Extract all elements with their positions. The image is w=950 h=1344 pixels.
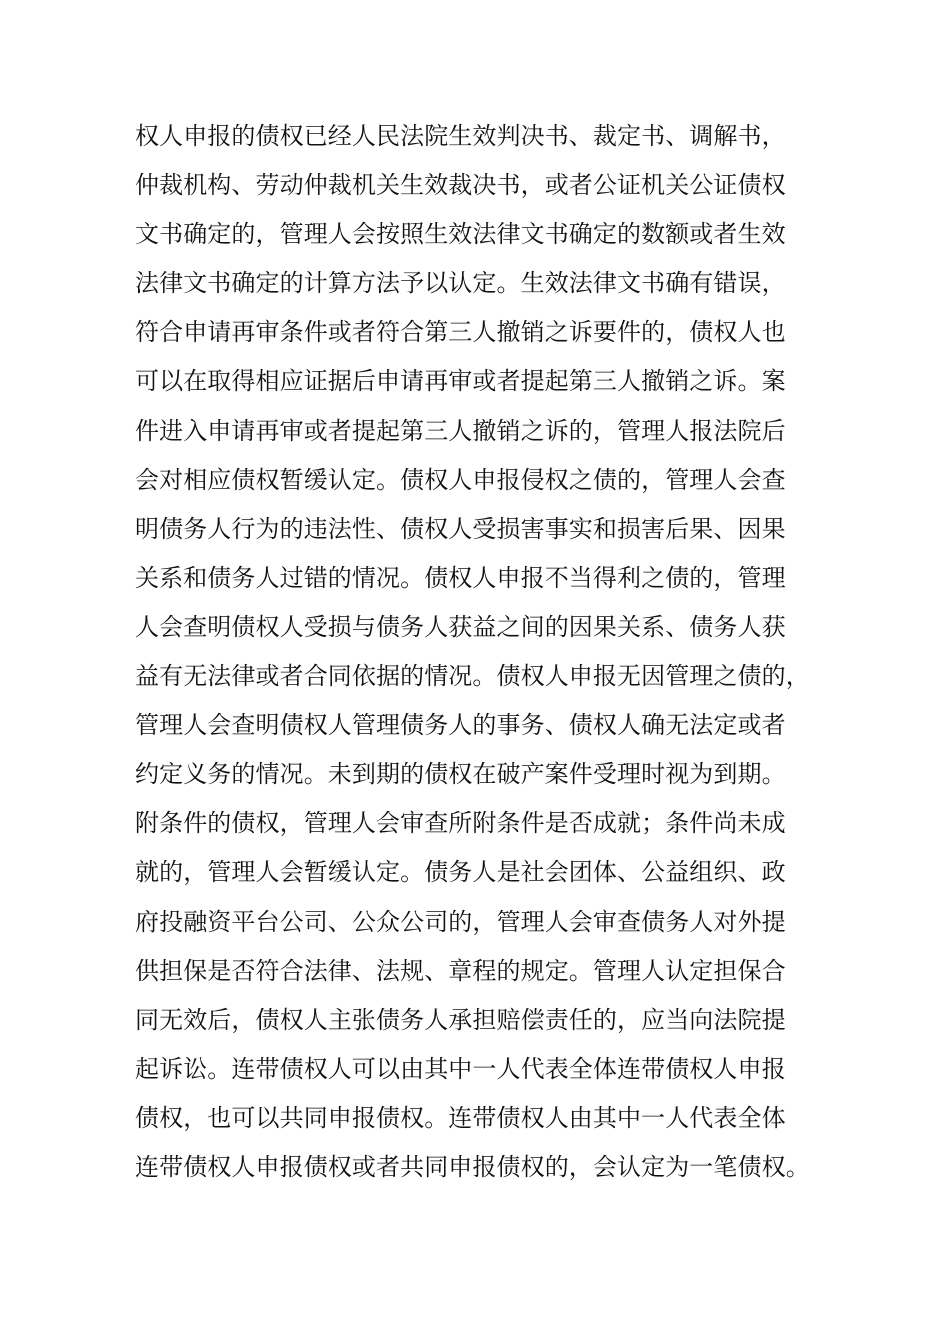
text-line: 符合申请再审条件或者符合第三人撤销之诉要件的，债权人也	[135, 318, 786, 347]
text-line: 明债务人行为的违法性、债权人受损害事实和损害后果、因果	[135, 514, 786, 543]
text-line: 可以在取得相应证据后申请再审或者提起第三人撤销之诉。案	[135, 367, 786, 396]
text-line: 件进入申请再审或者提起第三人撤销之诉的，管理人报法院后	[135, 416, 786, 445]
text-line: 就的，管理人会暂缓认定。债务人是社会团体、公益组织、政	[135, 858, 786, 887]
text-line: 会对相应债权暂缓认定。债权人申报侵权之债的，管理人会查	[135, 465, 786, 494]
body-paragraph	[135, 112, 825, 1192]
text-line: 仲裁机构、劳动仲裁机关生效裁决书，或者公证机关公证债权	[135, 171, 786, 200]
text-line: 法律文书确定的计算方法予以认定。生效法律文书确有错误，	[135, 269, 786, 298]
text-line: 附条件的债权，管理人会审查所附条件是否成就；条件尚未成	[135, 809, 786, 838]
text-line: 文书确定的，管理人会按照生效法律文书确定的数额或者生效	[135, 220, 786, 249]
text-line: 起诉讼。连带债权人可以由其中一人代表全体连带债权人申报	[135, 1054, 786, 1083]
text-line: 关系和债务人过错的情况。债权人申报不当得利之债的，管理	[135, 563, 786, 592]
text-line: 供担保是否符合法律、法规、章程的规定。管理人认定担保合	[135, 956, 786, 985]
text-line: 约定义务的情况。未到期的债权在破产案件受理时视为到期。	[135, 760, 786, 789]
text-line: 管理人会查明债权人管理债务人的事务、债权人确无法定或者	[135, 711, 786, 740]
text-line: 益有无法律或者合同依据的情况。债权人申报无因管理之债的，	[135, 662, 810, 691]
text-line: 权人申报的债权已经人民法院生效判决书、裁定书、调解书，	[135, 122, 786, 150]
text-line: 连带债权人申报债权或者共同申报债权的，会认定为一笔债权。	[135, 1152, 810, 1181]
text-line: 府投融资平台公司、公众公司的，管理人会审查债务人对外提	[135, 907, 786, 936]
text-line: 人会查明债权人受损与债务人获益之间的因果关系、债务人获	[135, 612, 786, 641]
text-line: 债权，也可以共同申报债权。连带债权人由其中一人代表全体	[135, 1103, 786, 1132]
text-line: 同无效后，债权人主张债务人承担赔偿责任的，应当向法院提	[135, 1005, 786, 1034]
